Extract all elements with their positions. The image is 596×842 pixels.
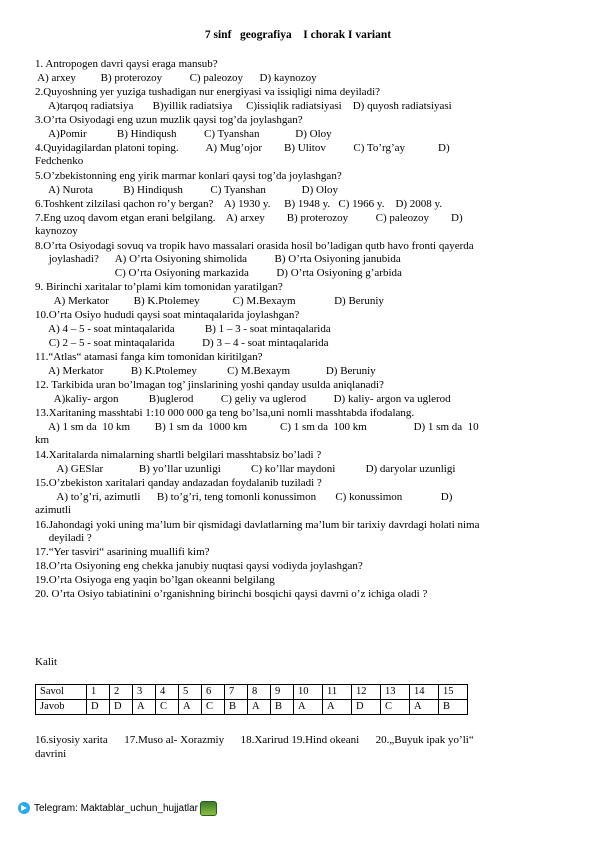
- table-cell-answer: D: [110, 700, 133, 715]
- question-line: 15.O’zbekiston xaritalari qanday andazadan foydalanib tuziladi ?: [35, 477, 322, 489]
- table-cell-question-number: 15: [439, 685, 468, 700]
- table-cell-answer: B: [225, 700, 248, 715]
- question-line: 1. Antropogen davri qaysi eraga mansub?: [35, 58, 218, 70]
- question-line: deyiladi ?: [35, 532, 92, 544]
- question-line: 19.O’rta Osiyoga eng yaqin bo’lgan okeanni belgilang: [35, 574, 275, 586]
- table-cell-answer: A: [323, 700, 352, 715]
- question-line: A) GESlar B) yo’llar uzunligi C) ko’llar maydoni D) daryolar uzunligi: [35, 463, 456, 475]
- table-cell-question-number: 7: [225, 685, 248, 700]
- question-line: 7.Eng uzoq davom etgan erani belgilang. A) arxey B) proterozoy C) paleozoy D): [35, 212, 463, 224]
- question-line: 16.Jahondagi yoki uning ma’lum bir qismidagi davlatlarning ma’lum bir tarixiy davrdagi holati nima: [35, 519, 480, 531]
- question-line: A)kaliy- argon B)uglerod C) geliy va uglerod D) kaliy- argon va uglerod: [35, 393, 451, 405]
- table-cell-answer: A: [133, 700, 156, 715]
- question-line: 18.O’rta Osiyoning eng chekka janubiy nuqtasi qaysi vodiyda joylashgan?: [35, 560, 363, 572]
- table-cell-question-number: 1: [87, 685, 110, 700]
- table-cell-question-number: 14: [410, 685, 439, 700]
- table-cell-answer: D: [87, 700, 110, 715]
- question-line: Fedchenko: [35, 155, 84, 167]
- question-line: 4.Quyidagilardan platoni toping. A) Mug’ojor B) Ulitov C) To’rg’ay D): [35, 142, 450, 154]
- table-cell-question-number: 6: [202, 685, 225, 700]
- question-line: A) Merkator B) K.Ptolemey C) M.Bexaym D) Beruniy: [35, 365, 376, 377]
- page-title: 7 sinf geografiya I chorak I variant: [204, 29, 392, 41]
- question-line: azimutli: [35, 504, 72, 516]
- table-cell-question-number: 8: [248, 685, 271, 700]
- question-line: A)tarqoq radiatsiya B)yillik radiatsiya C)issiqlik radiatsiyasi D) quyosh radiatsiyasi: [35, 100, 452, 112]
- telegram-icon: [18, 802, 30, 814]
- question-line: A) 4 – 5 - soat mintaqalarida B) 1 – 3 - soat mintaqalarida: [35, 323, 331, 335]
- table-row-savol: [36, 685, 468, 700]
- extra-answer-line: davrini: [35, 748, 67, 760]
- table-cell-question-number: 9: [271, 685, 294, 700]
- question-line: 3.O’rta Osiyodagi eng uzun muzlik qaysi tog’da joylashgan?: [35, 114, 303, 126]
- table-header-savol: Savol: [36, 685, 87, 700]
- table-cell-answer: A: [179, 700, 202, 715]
- question-line: 2.Quyoshning yer yuziga tushadigan nur energiyasi va issiqligi nima deyiladi?: [35, 86, 381, 98]
- question-line: A) Nurota B) Hindiqush C) Tyanshan D) Oloy: [35, 184, 339, 196]
- answer-key-table: [35, 684, 468, 715]
- table-row-javob: [36, 700, 468, 715]
- question-line: A) arxey B) proterozoy C) paleozoy D) kaynozoy: [35, 72, 317, 84]
- question-line: 11.“Atlas“ atamasi fanga kim tomonidan kiritilgan?: [35, 351, 263, 363]
- table-cell-answer: B: [271, 700, 294, 715]
- question-line: 20. O’rta Osiyo tabiatinini o’rganishning birinchi bosqichi qaysi davrni o’z ichiga oladi ?: [35, 588, 428, 600]
- table-cell-answer: A: [248, 700, 271, 715]
- question-line: 6.Toshkent zilzilasi qachon ro’y bergan? A) 1930 y. B) 1948 y. C) 1966 y. D) 2008 y.: [35, 198, 443, 210]
- question-line: A) Merkator B) K.Ptolemey C) M.Bexaym D) Beruniy: [35, 295, 384, 307]
- table-cell-question-number: 3: [133, 685, 156, 700]
- table-cell-answer: C: [156, 700, 179, 715]
- table-cell-question-number: 13: [381, 685, 410, 700]
- question-line: A)Pomir B) Hindiqush C) Tyanshan D) Oloy: [35, 128, 332, 140]
- table-cell-answer: C: [381, 700, 410, 715]
- answer-key-heading: Kalit: [35, 656, 57, 668]
- question-line: C) O’rta Osiyoning markazida D) O’rta Osiyoning g’arbida: [35, 267, 402, 279]
- table-cell-answer: D: [352, 700, 381, 715]
- table-cell-answer: A: [294, 700, 323, 715]
- table-cell-question-number: 2: [110, 685, 133, 700]
- table-cell-answer: B: [439, 700, 468, 715]
- table-header-javob: Javob: [36, 700, 87, 715]
- table-cell-answer: A: [410, 700, 439, 715]
- question-line: 8.O’rta Osiyodagi sovuq va tropik havo massalari orasida hosil bo’ladigan qutb havo fronti qayerda: [35, 240, 474, 252]
- extra-answer-line: 16.siyosiy xarita 17.Muso al- Xorazmiy 18.Xarirud 19.Hind okeani 20.„Buyuk ipak yo’li“: [35, 734, 474, 746]
- question-line: A) to’g’ri, azimutli B) to’g’ri, teng tomonli konussimon C) konussimon D): [35, 491, 453, 503]
- question-line: 10.O’rta Osiyo hududi qaysi soat mintaqalarida joylashgan?: [35, 309, 300, 321]
- question-line: 5.O’zbekistonning eng yirik marmar konlari qaysi tog’da joylashgan?: [35, 170, 342, 182]
- table-cell-question-number: 10: [294, 685, 323, 700]
- footer[interactable]: [18, 800, 217, 816]
- question-line: 12. Tarkibida uran bo’lmagan tog’ jinslarining yoshi qanday usulda aniqlanadi?: [35, 379, 384, 391]
- question-line: km: [35, 434, 50, 446]
- question-line: kaynozoy: [35, 225, 78, 237]
- question-line: 9. Birinchi xaritalar to’plami kim tomonidan yaratilgan?: [35, 281, 283, 293]
- question-line: 13.Xaritaning masshtabi 1:10 000 000 ga teng bo’lsa,uni nomli masshtabda ifodalang.: [35, 407, 415, 419]
- footer-text[interactable]: Telegram: Maktablar_uchun_hujjatlar: [34, 802, 198, 814]
- table-cell-question-number: 12: [352, 685, 381, 700]
- channel-logo-icon: [200, 801, 217, 816]
- table-cell-answer: C: [202, 700, 225, 715]
- question-line: 17.“Yer tasviri“ asarining muallifi kim?: [35, 546, 210, 558]
- question-line: joylashadi? A) O’rta Osiyoning shimolida B) O’rta Osiyoning janubida: [35, 253, 401, 265]
- table-cell-question-number: 4: [156, 685, 179, 700]
- question-line: A) 1 sm da 10 km B) 1 sm da 1000 km C) 1 sm da 100 km D) 1 sm da 10: [35, 421, 479, 433]
- table-cell-question-number: 11: [323, 685, 352, 700]
- question-line: C) 2 – 5 - soat mintaqalarida D) 3 – 4 - soat mintaqalarida: [35, 337, 329, 349]
- question-line: 14.Xaritalarda nimalarning shartli belgilari masshtabsiz bo’ladi ?: [35, 449, 322, 461]
- table-cell-question-number: 5: [179, 685, 202, 700]
